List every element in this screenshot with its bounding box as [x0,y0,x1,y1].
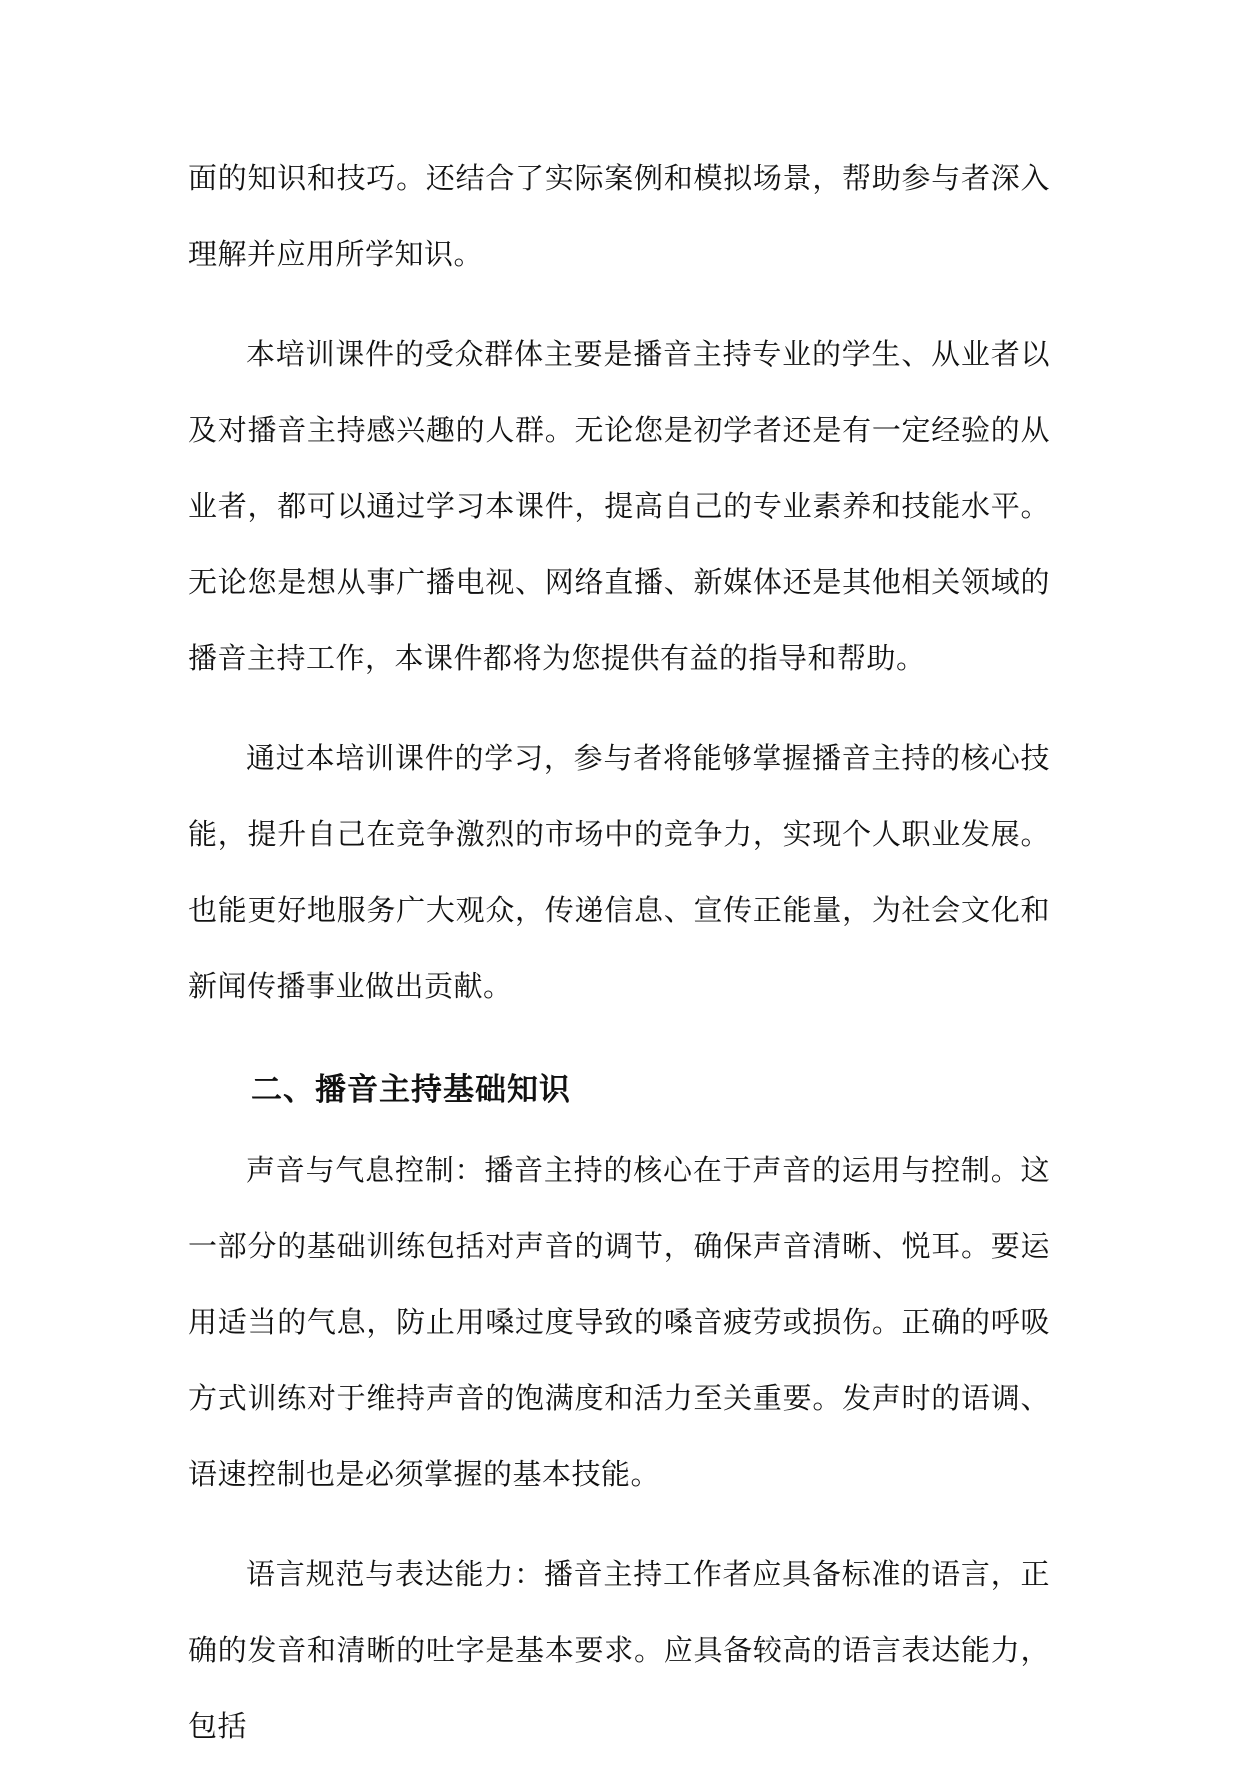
paragraph-voice-breath-control: 声音与气息控制：播音主持的核心在于声音的运用与控制。这一部分的基础训练包括对声音的调节，确保声音清晰、悦耳。要运用适当的气息，防止用嗓过度导致的嗓音疲劳或损伤。正确的呼吸方式训练对于维持声音的饱满度和活力至关重要。发声时的语调、语速控制也是必须掌握的基本技能。 [188,1153,1050,1491]
paragraph-audience: 本培训课件的受众群体主要是播音主持专业的学生、从业者以及对播音主持感兴趣的人群。无论您是初学者还是有一定经验的从业者，都可以通过学习本课件，提高自己的专业素养和技能水平。无论您是想从事广播电视、网络直播、新媒体还是其他相关领域的播音主持工作，本课件都将为您提供有益的指导和帮助。 [188,337,1050,675]
paragraph-language-expression: 语言规范与表达能力：播音主持工作者应具备标准的语言，正确的发音和清晰的吐字是基本要求。应具备较高的语言表达能力，包括 [188,1557,1050,1743]
paragraph-benefits: 通过本培训课件的学习，参与者将能够掌握播音主持的核心技能，提升自己在竞争激烈的市场中的竞争力，实现个人职业发展。也能更好地服务广大观众，传递信息、宣传正能量，为社会文化和新闻传播事业做出贡献。 [188,741,1050,1003]
section-heading: 二、播音主持基础知识 [251,1072,571,1108]
paragraph-continuation: 面的知识和技巧。还结合了实际案例和模拟场景，帮助参与者深入理解并应用所学知识。 [188,161,1050,271]
document-body [188,140,1050,1788]
